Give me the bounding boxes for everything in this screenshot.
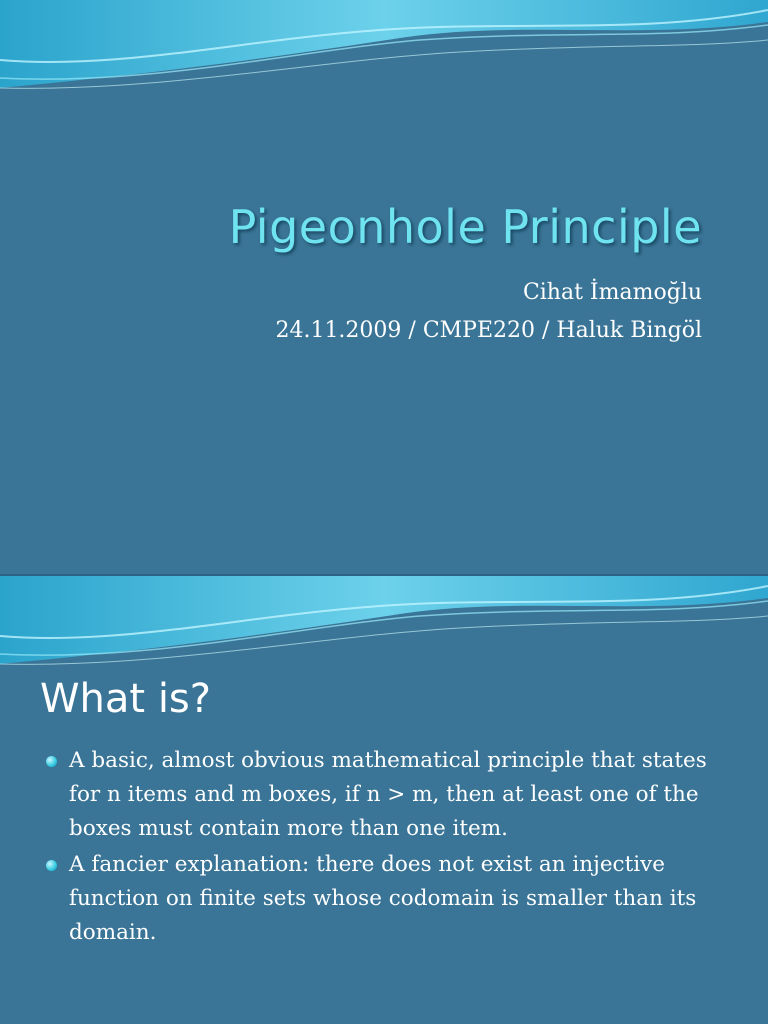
wave-decoration-top [0,0,768,95]
date-course-line: 24.11.2009 / CMPE220 / Haluk Bingöl [275,318,702,343]
content-slide [0,576,768,1024]
bullet-text: A basic, almost obvious mathematical principle that states for n items and m boxes, if n > m, then at least one of the boxes must contain more than one item. [69,748,707,841]
slide-heading: What is? [40,676,211,722]
bullet-icon [46,860,57,871]
author-name: Cihat İmamoğlu [522,280,702,305]
list-item [46,744,736,846]
bullet-icon [46,756,57,767]
bullet-text: A fancier explanation: there does not exist an injective function on finite sets whose codomain is smaller than its domain. [69,852,697,945]
slide-title: Pigeonhole Principle [228,200,702,254]
wave-decoration-top [0,576,768,671]
bullet-list [46,744,736,952]
list-item [46,848,736,950]
